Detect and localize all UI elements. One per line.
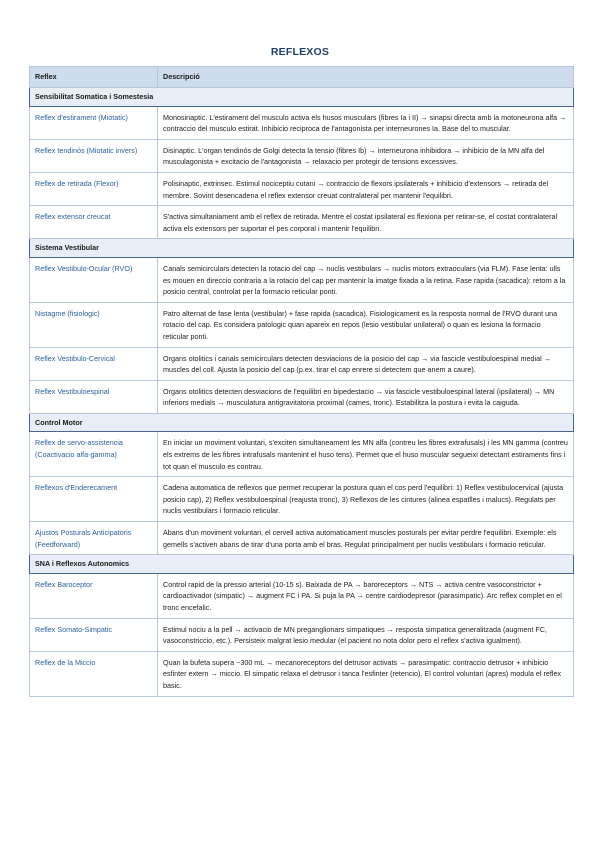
reflex-name: Reflex Vestibulo-Cervical <box>30 347 158 380</box>
reflex-name: Ajustos Posturals Anticipatoris (Feedforward) <box>30 522 158 555</box>
reflex-description: S'activa simultaniament amb el reflex de retirada. Mentre el costat ipsilateral es flexiona per retirar-se, el costat contralateral activa els extensors per suportar el pes corporal i mantenir l'equilibri. <box>158 206 574 239</box>
table-row <box>30 380 574 413</box>
reflex-name: Reflex Somato-Simpatic <box>30 618 158 651</box>
reflex-description: Cadena automatica de reflexos que permet recuperar la postura quan el cos perd l'equilibri: 1) Reflex vestibulocervical (ajusta posicio cap), 2) Reflex vestibuloespinal (reajusta tronc), 3) Reflexos de les cintures (alinea espatlles i malucs). Regulats per nuclis vestibulars i formacio reticular. <box>158 477 574 522</box>
reflex-description: Control rapid de la pressio arterial (10-15 s). Baixada de PA → baroreceptors → NTS → activa centre vasoconstrictor + cardioactivador (simpatic) → augment FC i PA. Si puja la PA → centre cardiodepresor (parasimpatic). Arc reflex complet en el tronc encefalic. <box>158 573 574 618</box>
table-row <box>30 477 574 522</box>
table-row <box>30 106 574 139</box>
table-row <box>30 573 574 618</box>
table-row <box>30 651 574 696</box>
reflex-description: Organs otolitics i canals semicirculars detecten desviacions de la posicio del cap → via fascicle vestibuloespinal medial → muscles del coll. Ajusta la posicio del cap (p.ex. tirar el cap enrere si detectem que anem a caure). <box>158 347 574 380</box>
reflex-description: Estimul nociu a la pell → activacio de MN preganglionars simpatiques → resposta simpatica generalitzada (augment FC, vasoconstriccio, etc.). Persisteix malgrat lesio medular (el pacient no nota dolor pero el reflex s'activa igualment). <box>158 618 574 651</box>
table-header-row <box>30 67 574 88</box>
section-header-row <box>30 555 574 574</box>
reflex-description: Organs otolitics detecten desviacions de l'equilibri en bipedestacio → via fascicle vestibuloespinal lateral (ipsilateral) → MN inferiors medials → musculatura antigravitatoria proximal (cames, tronc). Estabilitza la postura i evita la caiguda. <box>158 380 574 413</box>
table-row <box>30 302 574 347</box>
table-row <box>30 618 574 651</box>
reflex-description: Disinaptic. L'organ tendinós de Golgi detecta la tensio (fibres Ib) → interneurona inhibidora → inhibicio de la MN alfa del musculagonista + excitacio de l'antagonista → relaxacio per protegir de tensions excessives. <box>158 139 574 172</box>
section-header-row <box>30 413 574 432</box>
reflex-name: Reflex extensor creucat <box>30 206 158 239</box>
section-header-row <box>30 88 574 107</box>
table-row <box>30 172 574 205</box>
table-row <box>30 347 574 380</box>
reflex-description: En iniciar un moviment voluntari, s'exciten simultaneament les MN alfa (contreu les fibres extrafusals) i les MN gamma (contreu els extrems de les fibres intrafusals mantenint el huso tens). Permet que el huso muscular segueixi detectant estiraments fins i tot quan el musculo es contrau. <box>158 432 574 477</box>
reflex-name: Reflex d'estirament (Miotatic) <box>30 106 158 139</box>
reflex-name: Reflex Vestibulo-Ocular (RVO) <box>30 257 158 302</box>
table-row <box>30 257 574 302</box>
table-row <box>30 522 574 555</box>
reflex-name: Reflexos d'Enderecament <box>30 477 158 522</box>
column-header-reflex: Reflex <box>30 67 158 88</box>
table-row <box>30 432 574 477</box>
reflex-name: Reflex Vestibuloespinal <box>30 380 158 413</box>
table-row <box>30 206 574 239</box>
table-row <box>30 139 574 172</box>
section-header-row <box>30 239 574 258</box>
section-heading: SNA i Reflexos Autonomics <box>30 555 574 574</box>
page-title: REFLEXOS <box>270 46 330 58</box>
reflex-name: Reflex de servo-assistencia (Coactivacio alfa-gamma) <box>30 432 158 477</box>
reflex-description: Quan la bufeta supera ~300 mL → mecanoreceptors del detrusor activats → parasimpatic: contraccio detrusor + inhibicio esfinter extern → miccio. El simpatic relaxa el detrusor i tanca l'esfinter (retencio). El control voluntari (apres) modula el reflex basic. <box>158 651 574 696</box>
section-heading: Sistema Vestibular <box>30 239 574 258</box>
reflex-name: Reflex de retirada (Flexor) <box>30 172 158 205</box>
section-heading: Sensibilitat Somatica i Somestesia <box>30 88 574 107</box>
reflex-description: Abans d'un moviment voluntari, el cervell activa automaticament muscles posturals per evitar perdre l'equilibri. Exemple: els gemells s'activen abans de tirar d'una porta amb el bras. Regulat principalment per nuclis vestibulars i formacio reticular. <box>158 522 574 555</box>
reflex-description: Monosinaptic. L'estirament del musculo activa els husos musculars (fibres Ia i II) → sinapsi directa amb la motoneurona alfa → contraccio del musculo estirat. Inhibicio reciproca de l'antagonista per interneurones Ia. Base del to muscular. <box>158 106 574 139</box>
reflex-description: Canals semicirculars detecten la rotacio del cap → nuclis vestibulars → nuclis motors extraoculars (via FLM). Fase lenta: ulls es mouen en direccio contraria a la rotacio del cap per mantenir la imatge fixada a la retina. Fase rapida (sacadica): retorn a la posicio central, controlat per la formacio reticular ponti. <box>158 257 574 302</box>
section-heading: Control Motor <box>30 413 574 432</box>
reflex-description: Patro alternat de fase lenta (vestibular) + fase rapida (sacadica). Fisiologicament es la resposta normal de l'RVO durant una rotacio del cap. Es considera patologic quan apareix en repos (lesio vestibular unilateral) o quan es lesiona la formacio reticular ponti. <box>158 302 574 347</box>
reflex-name: Reflex tendinós (Miotatic invers) <box>30 139 158 172</box>
column-header-descripcio: Descripció <box>158 67 574 88</box>
reflex-description: Polisinaptic, extrinsec. Estimul nociceptiu cutani → contraccio de flexors ipsilaterals + inhibicio d'extensors → retirada del membre. Sovint desencadena el reflex extensor creuat contralateral per mantenir l'equilibri. <box>158 172 574 205</box>
reflex-name: Reflex Baroceptor <box>30 573 158 618</box>
reflex-name: Reflex de la Miccio <box>30 651 158 696</box>
reflex-name: Nistagme (fisiologic) <box>30 302 158 347</box>
reflex-table <box>29 66 574 697</box>
